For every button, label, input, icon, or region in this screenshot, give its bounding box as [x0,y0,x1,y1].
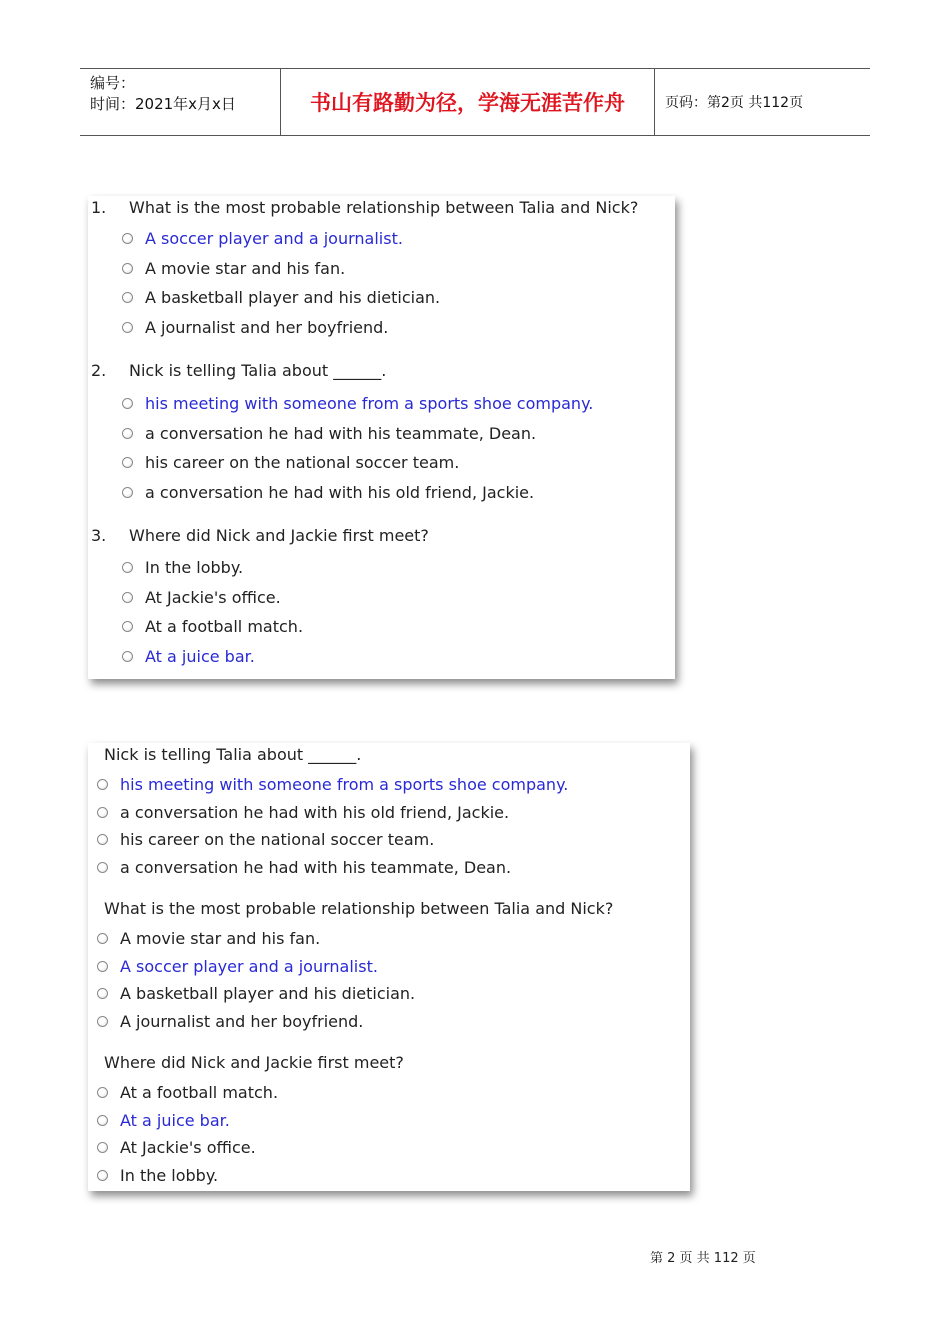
option-label: a conversation he had with his old friend, Jackie. [120,803,510,822]
option-label: a conversation he had with his old friend, Jackie. [145,483,535,502]
option-label: his meeting with someone from a sports shoe company. [145,394,594,413]
radio-button-icon[interactable] [122,621,133,632]
radio-button-icon[interactable] [97,1087,108,1098]
answer-option[interactable] [122,588,281,607]
question-text: Where did Nick and Jackie first meet? [129,526,429,545]
option-label: In the lobby. [120,1166,219,1185]
radio-button-icon[interactable] [122,292,133,303]
option-label: a conversation he had with his teammate, Dean. [120,858,512,877]
radio-button-icon[interactable] [97,1170,108,1181]
answer-option[interactable] [97,830,434,849]
radio-button-icon[interactable] [122,263,133,274]
option-label: A journalist and her boyfriend. [120,1012,364,1031]
date-label: 时间：2021年x月x日 [90,95,236,113]
option-label: A soccer player and a journalist. [120,957,378,976]
question-number: 1. [91,198,107,217]
header-meta [80,69,281,135]
option-label: At a football match. [145,617,304,636]
radio-button-icon[interactable] [97,779,108,790]
answer-option[interactable] [122,229,403,248]
radio-button-icon[interactable] [122,651,133,662]
option-label: At Jackie's office. [120,1138,256,1157]
header-page-info: 页码：第2页 共112页 [665,95,804,111]
question-text: What is the most probable relationship between Talia and Nick? [129,198,639,217]
answer-option[interactable] [122,483,534,502]
radio-button-icon[interactable] [122,322,133,333]
answer-option[interactable] [122,259,345,278]
question-text: Nick is telling Talia about ______. [129,361,387,380]
quiz-panel-numbered [88,196,675,679]
answer-option[interactable] [97,803,509,822]
answer-option[interactable] [122,647,255,666]
option-label: A movie star and his fan. [120,929,321,948]
answer-option[interactable] [122,424,536,443]
option-label: A soccer player and a journalist. [145,229,403,248]
option-label: his career on the national soccer team. [145,453,460,472]
option-label: a conversation he had with his teammate, Dean. [145,424,537,443]
radio-button-icon[interactable] [97,807,108,818]
option-label: In the lobby. [145,558,244,577]
answer-option[interactable] [97,1166,218,1185]
answer-option[interactable] [122,453,459,472]
radio-button-icon[interactable] [122,233,133,244]
answer-option[interactable] [97,1083,278,1102]
answer-option[interactable] [97,1012,363,1031]
answer-option[interactable] [97,858,511,877]
option-label: A movie star and his fan. [145,259,346,278]
answer-option[interactable] [122,394,593,413]
radio-button-icon[interactable] [122,457,133,468]
answer-option[interactable] [122,617,303,636]
option-label: A basketball player and his dietician. [120,984,416,1003]
option-label: A basketball player and his dietician. [145,288,441,307]
option-label: his career on the national soccer team. [120,830,435,849]
document-header [80,68,870,136]
radio-button-icon[interactable] [97,933,108,944]
radio-button-icon[interactable] [97,1115,108,1126]
answer-option[interactable] [122,558,243,577]
answer-option[interactable] [97,929,320,948]
answer-option[interactable] [97,957,378,976]
quiz-panel-unnumbered [88,743,690,1191]
radio-button-icon[interactable] [97,988,108,999]
question-text: Nick is telling Talia about ______. [104,745,362,764]
option-label: A journalist and her boyfriend. [145,318,389,337]
radio-button-icon[interactable] [97,834,108,845]
header-motto: 书山有路勤为径，学海无涯苦作舟 [281,69,655,135]
answer-option[interactable] [97,775,568,794]
radio-button-icon[interactable] [122,487,133,498]
radio-button-icon[interactable] [122,562,133,573]
answer-option[interactable] [97,1111,230,1130]
code-label: 编号： [90,74,136,92]
option-label: At Jackie's office. [145,588,281,607]
option-label: his meeting with someone from a sports shoe company. [120,775,569,794]
radio-button-icon[interactable] [122,428,133,439]
radio-button-icon[interactable] [97,1016,108,1027]
radio-button-icon[interactable] [97,862,108,873]
option-label: At a juice bar. [145,647,255,666]
answer-option[interactable] [122,288,440,307]
answer-option[interactable] [97,1138,256,1157]
question-number: 3. [91,526,107,545]
question-text: Where did Nick and Jackie first meet? [104,1053,404,1072]
answer-option[interactable] [97,984,415,1003]
radio-button-icon[interactable] [97,961,108,972]
option-label: At a football match. [120,1083,279,1102]
radio-button-icon[interactable] [97,1142,108,1153]
option-label: At a juice bar. [120,1111,230,1130]
radio-button-icon[interactable] [122,398,133,409]
question-number: 2. [91,361,107,380]
answer-option[interactable] [122,318,388,337]
radio-button-icon[interactable] [122,592,133,603]
question-text: What is the most probable relationship between Talia and Nick? [104,899,614,918]
page-footer: 第 2 页 共 112 页 [650,1251,756,1266]
